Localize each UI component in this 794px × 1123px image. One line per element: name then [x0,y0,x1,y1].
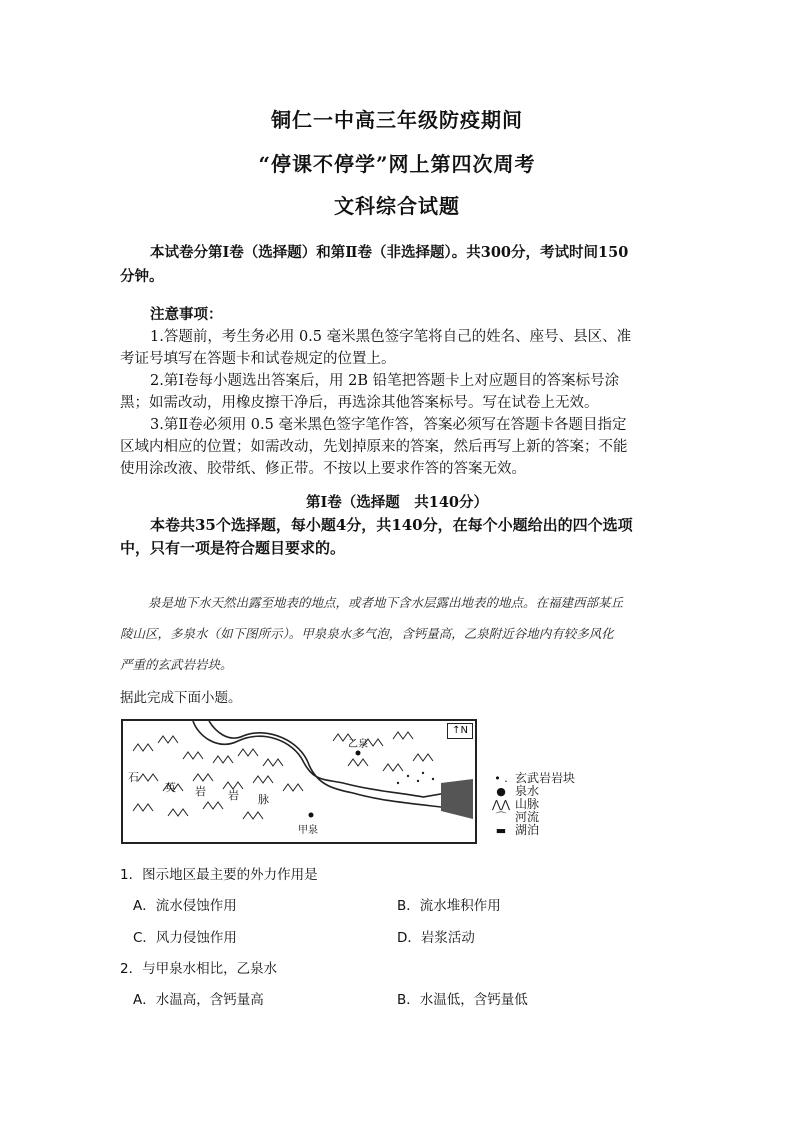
section-title: 第Ⅰ卷（选择题 共140分） [305,494,489,511]
exam-week-title: “停课不停学”网上第四次周考 [258,152,536,176]
exam-subject-title: 文科综合试题 [334,194,460,218]
notice-line: 使用涂改液、胶带纸、修正带。不按以上要求作答的答案无效。 [120,461,526,477]
notice-line: 考证号填写在答题卡和试卷规定的位置上。 [120,351,396,367]
notice-heading: 注意事项： [150,306,223,323]
question-1-option-b: B．流水堆积作用 [397,898,501,914]
exam-school-title: 铜仁一中高三年级防疫期间 [271,108,523,132]
legend-label: 泉水 [515,784,540,798]
label-yan: 岩 [195,785,206,798]
lake-icon: ▬ [495,824,507,837]
mountain-range [133,732,433,819]
section-desc-2: 中，只有一项是符合题目要求的。 [120,539,346,557]
legend-label: 湖泊 [515,823,540,837]
intro-line-1: 本试卷分第Ⅰ卷（选择题）和第Ⅱ卷（非选择题）。共300分，考试时间150 [150,244,629,261]
legend-label: 山脉 [515,797,540,811]
north-label: N [460,725,468,736]
notice-line: 黑；如需改动，用橡皮擦干净后，再选涂其他答案标号。写在试卷上无效。 [120,395,599,411]
passage-line: 泉是地下水天然出露至地表的地点，或者地下含水层露出地表的地点。在福建西部某丘 [148,595,624,610]
label-spring-yi: 乙泉 [348,739,368,750]
intro-line-2: 分钟。 [120,268,164,285]
north-arrow-icon: ↑ [452,725,461,736]
north-arrow [447,723,473,739]
notice-line: 3.第Ⅱ卷必须用 0.5 毫米黑色签字笔作答，答案必须写在答题卡各题目指定 [150,417,627,433]
question-1-option-a: A．流水侵蚀作用 [133,898,237,914]
lake-shape [441,779,473,819]
question-2-option-a: A．水温高，含钙量高 [133,992,264,1008]
notice-line: 区域内相应的位置；如需改动，先划掉原来的答案，然后再写上新的答案；不能 [120,439,628,455]
question-2-option-b: B．水温低，含钙量低 [397,992,528,1008]
spring-yi-icon [356,751,361,756]
spring-icon: ● [496,785,506,798]
question-1-option-c: C．风力侵蚀作用 [133,930,237,946]
notice-line: 2.第Ⅰ卷每小题选出答案后，用 2B 铅笔把答题卡上对应题目的答案标号涂 [150,373,620,389]
question-1-option-d: D．岩浆活动 [397,930,475,946]
question-2-stem: 2．与甲泉水相比，乙泉水 [120,961,278,977]
label-ying: 英 [165,781,176,794]
notice-line: 1.答题前，考生务必用 0.5 毫米黑色签字笔将自己的姓名、座号、县区、准 [150,329,632,345]
legend-item [487,824,575,837]
question-1-stem: 1．图示地区最主要的外力作用是 [120,867,318,883]
river-icon: ⌒ [495,811,507,824]
legend-label: 河流 [515,810,540,824]
passage-prompt: 据此完成下面小题。 [120,690,242,706]
label-shi: 石 [128,771,139,784]
label-yan-2: 岩 [228,789,239,802]
basalt-icon: • . [494,772,508,785]
basalt-blocks [397,772,434,784]
passage-line: 严重的玄武岩岩块。 [120,657,233,672]
map-legend [487,772,575,837]
spring-map-figure [121,719,477,844]
label-spring-jia: 甲泉 [298,825,318,836]
legend-label: 玄武岩岩块 [515,771,576,785]
river-line-upper [193,721,461,797]
section-desc-1: 本卷共35个选择题，每小题4分，共140分，在每个小题给出的四个选项 [150,516,633,534]
passage-line: 陵山区，多泉水（如下图所示）。甲泉泉水多气泡，含钙量高，乙泉附近谷地内有较多风化 [120,626,614,641]
mountain-icon: ⋀⋀ [491,798,511,811]
label-mai: 脉 [258,793,269,806]
spring-jia-icon [309,813,314,818]
